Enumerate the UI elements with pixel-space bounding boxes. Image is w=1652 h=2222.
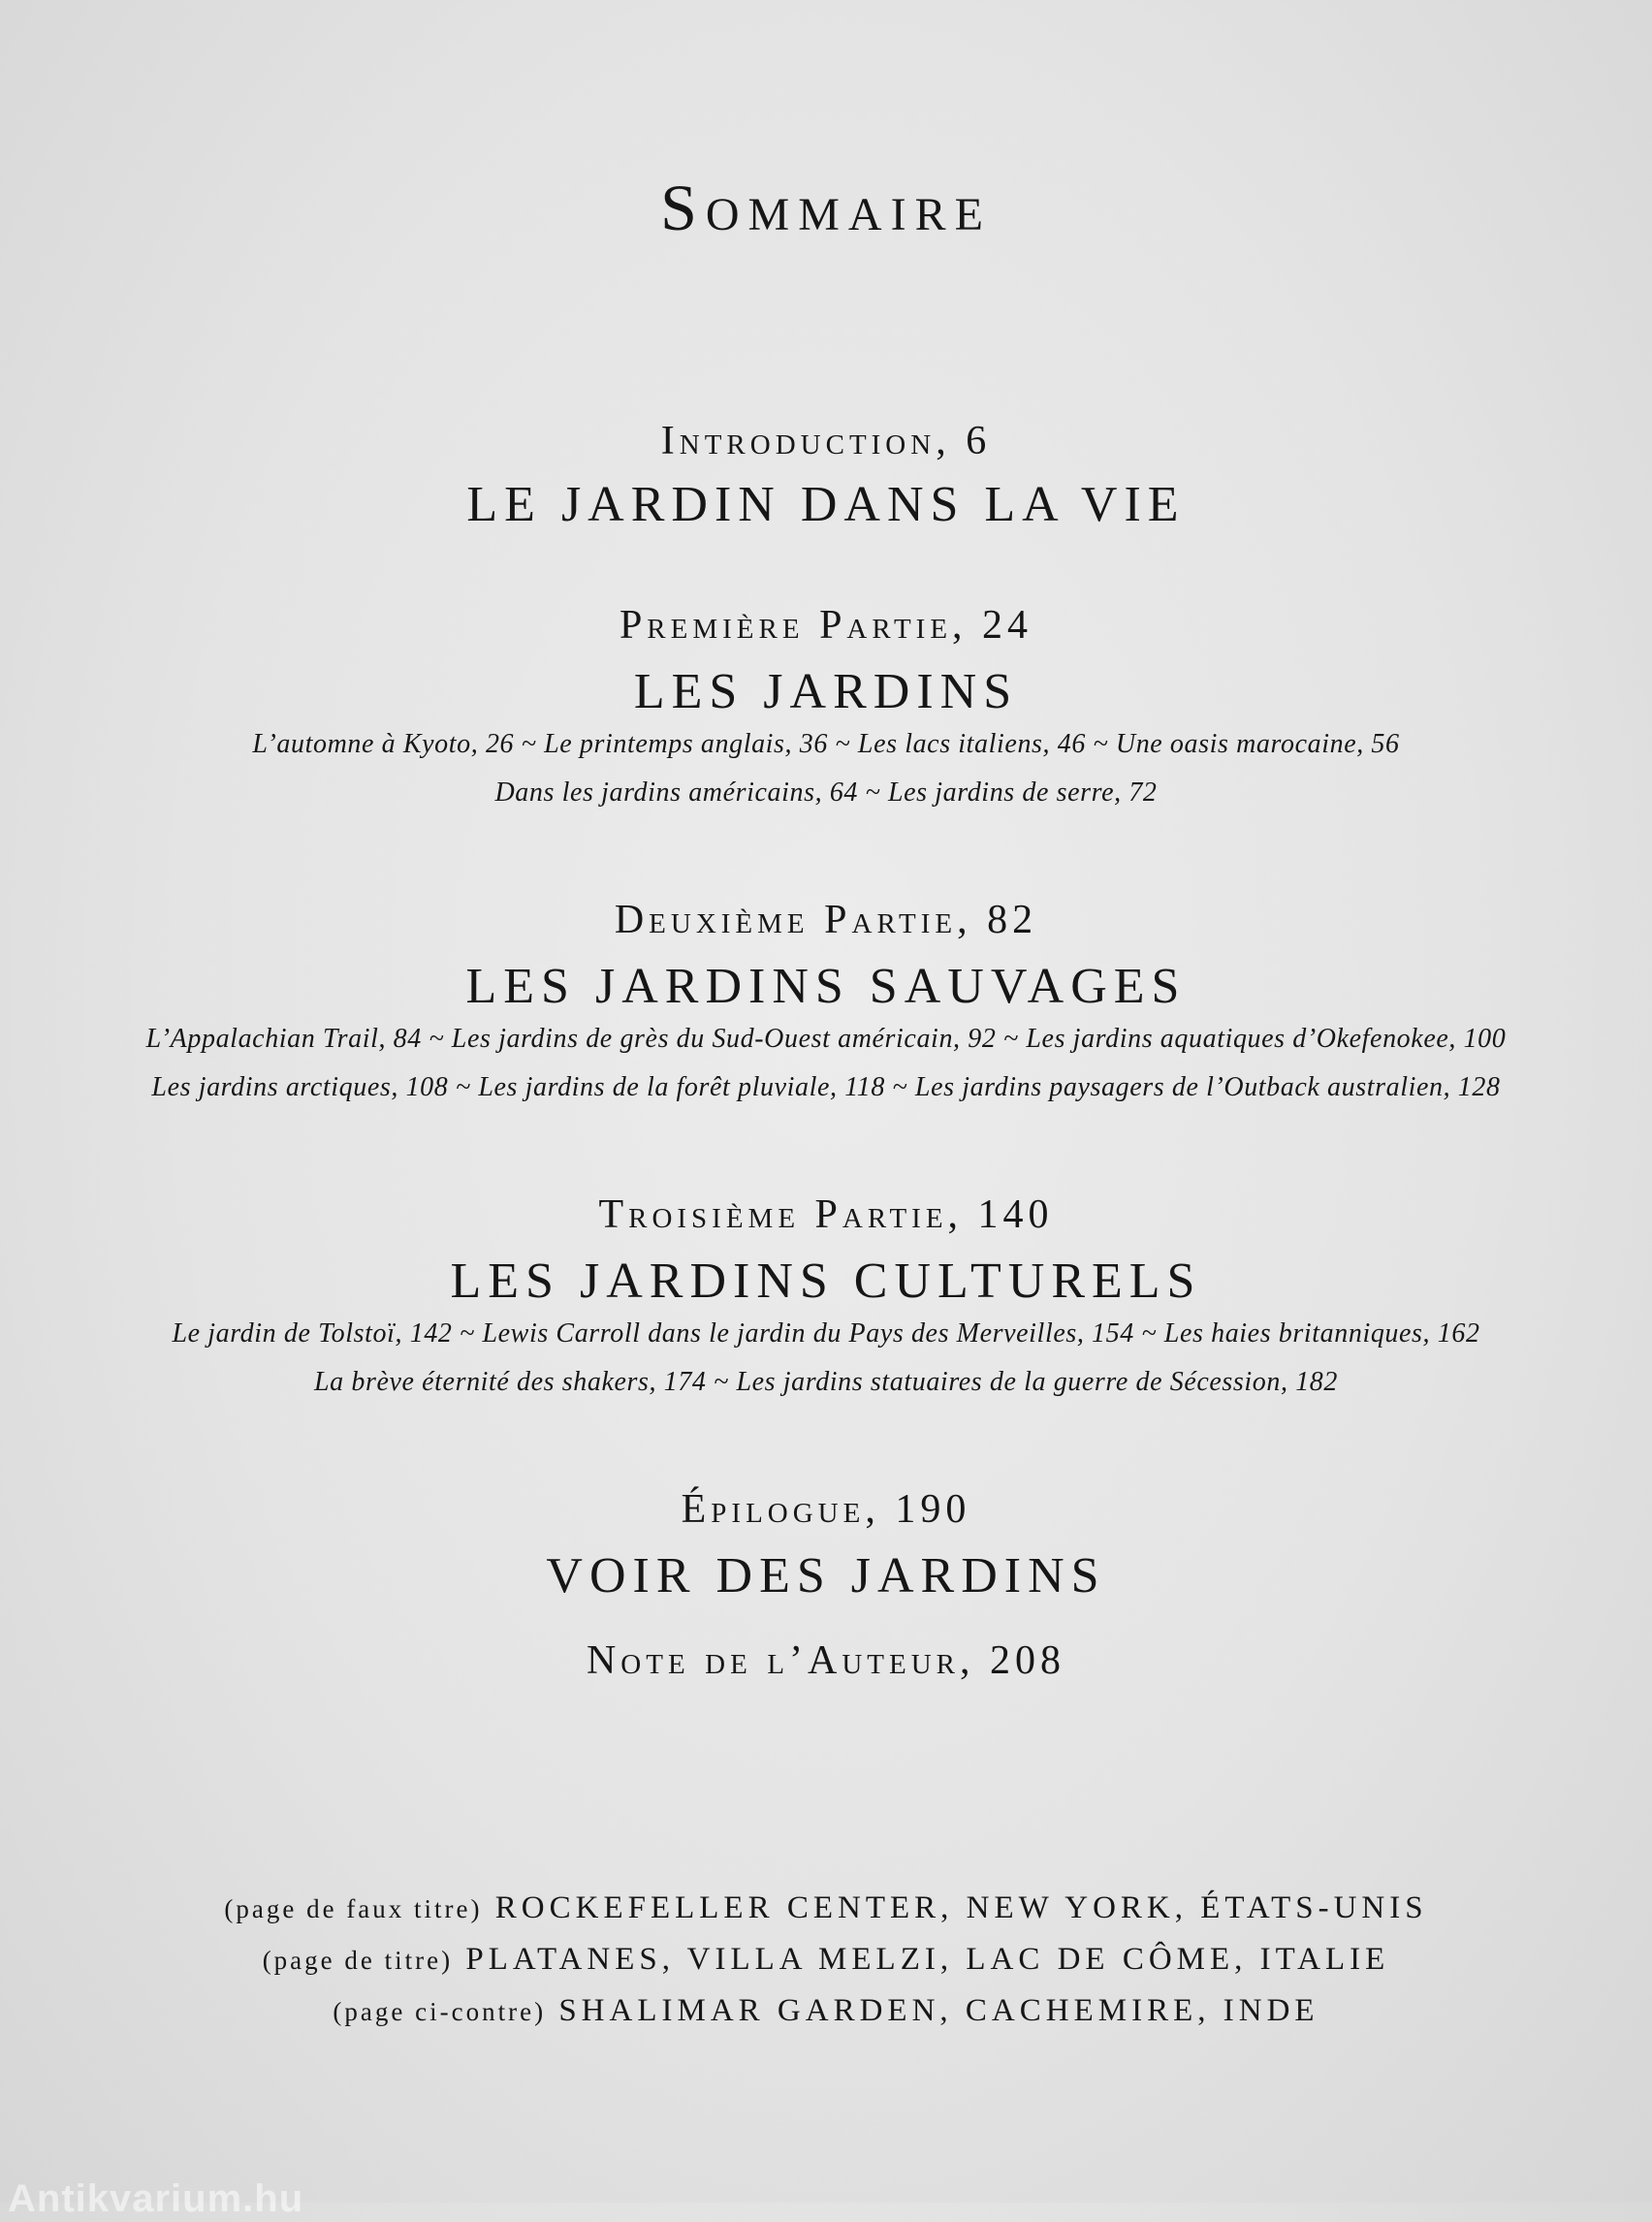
section-label-epilogue: Épilogue, 190	[681, 1487, 971, 1532]
page-title: Sommaire	[660, 171, 992, 244]
section-heading-introduction: LE JARDIN DANS LA VIE	[466, 477, 1186, 532]
chapter-list-line: La brève éternité des shakers, 174 ~ Les jardins statuaires de la guerre de Sécession, 182	[313, 1367, 1338, 1397]
photo-credit-prefix: (page de faux titre)	[224, 1894, 483, 1923]
section-heading-part-two: LES JARDINS SAUVAGES	[465, 959, 1187, 1014]
author-note: Note de l’Auteur, 208	[586, 1638, 1066, 1683]
photo-credit-text: SHALIMAR GARDEN, CACHEMIRE, INDE	[558, 1993, 1319, 2028]
photo-credit-prefix: (page ci-contre)	[333, 1997, 547, 2026]
section-heading-epilogue: VOIR DES JARDINS	[546, 1548, 1106, 1603]
chapter-list-line: Les jardins arctiques, 108 ~ Les jardins de la forêt pluviale, 118 ~ Les jardins paysagers de l’Outback australien, 128	[151, 1072, 1501, 1102]
photo-credit-text: PLATANES, VILLA MELZI, LAC DE CÔME, ITALIE	[465, 1942, 1390, 1977]
section-heading-part-one: LES JARDINS	[633, 664, 1019, 719]
section-label-part-three: Troisième Partie, 140	[598, 1192, 1054, 1237]
photo-credit-line	[0, 1940, 1652, 1980]
photo-credit-line	[0, 1889, 1652, 1928]
watermark: Antikvarium.hu	[8, 2177, 304, 2220]
photo-credit-text: ROCKEFELLER CENTER, NEW YORK, ÉTATS-UNIS	[494, 1890, 1428, 1925]
section-label-part-one: Première Partie, 24	[619, 603, 1033, 648]
chapter-list-line: L’Appalachian Trail, 84 ~ Les jardins de grès du Sud-Ouest américain, 92 ~ Les jardins aquatiques d’Okefenokee, 100	[145, 1024, 1507, 1054]
photo-credit-prefix: (page de titre)	[262, 1946, 454, 1975]
chapter-list-line: L’automne à Kyoto, 26 ~ Le printemps anglais, 36 ~ Les lacs italiens, 46 ~ Une oasis marocaine, 56	[252, 729, 1400, 759]
section-label-introduction: Introduction, 6	[660, 419, 992, 463]
chapter-list-line: Dans les jardins américains, 64 ~ Les jardins de serre, 72	[494, 778, 1158, 808]
photo-credit-line	[0, 1991, 1652, 2031]
chapter-list-line: Le jardin de Tolstoï, 142 ~ Lewis Carroll dans le jardin du Pays des Merveilles, 154 ~ Les haies britanniques, 162	[172, 1318, 1480, 1349]
section-label-part-two: Deuxième Partie, 82	[614, 898, 1038, 942]
section-heading-part-three: LES JARDINS CULTURELS	[450, 1254, 1202, 1309]
